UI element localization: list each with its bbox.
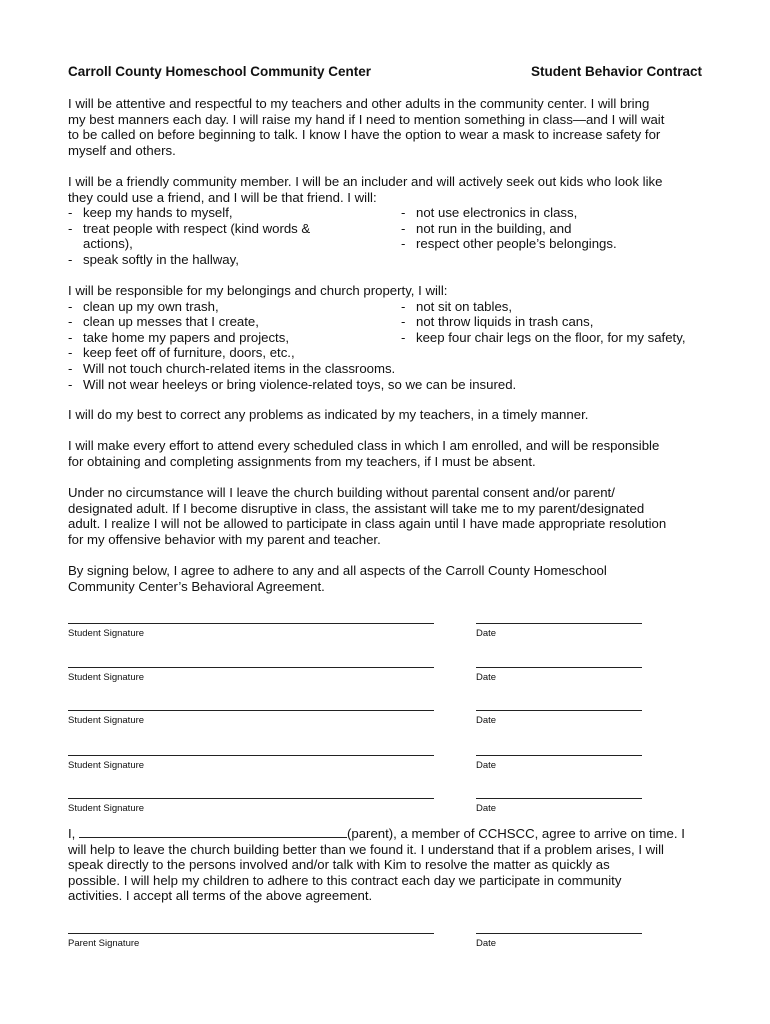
date-line[interactable]: [476, 613, 642, 624]
text-line: will help to leave the church building better than we found it. I understand that if a problem arises, I will: [68, 841, 664, 857]
signature-line[interactable]: [68, 788, 434, 799]
list-item: not sit on tables,: [416, 298, 513, 314]
bullet-dash: -: [401, 314, 406, 330]
student-signature-block: [68, 613, 708, 643]
list-row: [68, 205, 708, 221]
list-item: keep four chair legs on the floor, for my safety,: [416, 329, 686, 345]
text-line: adult. I realize I will not be allowed to participate in class again until I have made appropriate resolution: [68, 516, 667, 532]
text-line: they could use a friend, and I will be that friend. I will:: [68, 189, 377, 205]
bullet-dash: -: [68, 329, 73, 345]
list-row: [68, 299, 708, 315]
text-line: I will do my best to correct any problems as indicated by my teachers, in a timely manner.: [68, 407, 589, 422]
date-label: Date: [476, 760, 497, 771]
text-line: Community Center’s Behavioral Agreement.: [68, 578, 325, 594]
bullet-dash: -: [68, 360, 73, 376]
list-item: Will not touch church-related items in the classrooms.: [83, 360, 396, 376]
text-line: speak directly to the persons involved and/or talk with Kim to resolve the matter as quickly as: [68, 857, 610, 873]
parent-signature-block: [68, 923, 708, 953]
text-line: I will be attentive and respectful to my teachers and other adults in the community center. I will bring: [68, 96, 650, 111]
text-fragment: (parent), a member of CCHSCC, agree to arrive on time. I: [347, 826, 685, 841]
list-item: Will not wear heeleys or bring violence-related toys, so we can be insured.: [83, 376, 517, 392]
paragraph-building: [68, 485, 708, 547]
text-line: Under no circumstance will I leave the church building without parental consent and/or parent/: [68, 485, 615, 500]
text-line: possible. I will help my children to adhere to this contract each day we participate in community: [68, 872, 622, 888]
signature-label: Student Signature: [68, 628, 145, 639]
list-item: respect other people’s belongings.: [416, 236, 617, 252]
signature-label: Parent Signature: [68, 938, 140, 949]
list-item: keep feet off of furniture, doors, etc.,: [83, 345, 295, 361]
student-signature-block: [68, 745, 708, 775]
text-line: activities. I accept all terms of the above agreement.: [68, 888, 373, 904]
signature-label: Student Signature: [68, 715, 145, 726]
bullet-dash: -: [401, 220, 406, 236]
list-row: [68, 361, 708, 377]
date-line[interactable]: [476, 700, 642, 711]
list-item: keep my hands to myself,: [83, 205, 233, 221]
date-label: Date: [476, 938, 497, 949]
student-signature-block: [68, 657, 708, 687]
text-line: for obtaining and completing assignments from my teachers, if I must be absent.: [68, 453, 536, 469]
list-item: speak softly in the hallway,: [83, 251, 239, 267]
signature-line[interactable]: [68, 657, 434, 668]
student-signature-block: [68, 788, 708, 818]
date-line[interactable]: [476, 745, 642, 756]
organization-name: Carroll County Homeschool Community Center: [68, 64, 372, 79]
parent-name-line[interactable]: [79, 826, 347, 838]
date-label: Date: [476, 803, 497, 814]
text-line: for my offensive behavior with my parent and teacher.: [68, 531, 381, 547]
signature-label: Student Signature: [68, 803, 145, 814]
bullet-dash: -: [401, 329, 406, 345]
text-line: to be called on before beginning to talk. I know I have the option to wear a mask to increase safety for: [68, 127, 661, 143]
paragraph-parent: [68, 826, 708, 904]
student-signature-block: [68, 700, 708, 730]
paragraph-respect: [68, 96, 708, 158]
list-row: [68, 236, 708, 252]
bullet-dash: -: [401, 205, 406, 221]
signature-label: Student Signature: [68, 760, 145, 771]
text-line: my best manners each day. I will raise my hand if I need to mention something in class—and I will wait: [68, 111, 665, 127]
list-row: [68, 345, 708, 361]
bullet-dash: -: [68, 220, 73, 236]
list-item: clean up my own trash,: [83, 298, 219, 314]
list-row: [68, 330, 708, 346]
paragraph-friendly: [68, 174, 708, 268]
date-line[interactable]: [476, 923, 642, 934]
date-label: Date: [476, 628, 497, 639]
paragraph-correct-problems: [68, 407, 708, 423]
document-title: Student Behavior Contract: [530, 64, 702, 79]
signature-label: Student Signature: [68, 672, 145, 683]
date-label: Date: [476, 672, 497, 683]
signature-line[interactable]: [68, 923, 434, 934]
bullet-dash: -: [68, 345, 73, 361]
list-item: treat people with respect (kind words &: [83, 220, 311, 236]
signature-line[interactable]: [68, 745, 434, 756]
paragraph-agreement: [68, 563, 708, 594]
date-line[interactable]: [476, 788, 642, 799]
text-line: myself and others.: [68, 142, 176, 158]
document-header: [68, 64, 702, 79]
list-item: not throw liquids in trash cans,: [416, 314, 594, 330]
list-item: not use electronics in class,: [416, 205, 578, 221]
text-line: I will be a friendly community member. I will be an includer and will actively seek out kids who look like: [68, 174, 663, 189]
list-item: take home my papers and projects,: [83, 329, 289, 345]
text-line: [68, 826, 708, 842]
bullet-dash: -: [68, 251, 73, 267]
text-line: I will make every effort to attend every scheduled class in which I am enrolled, and will be responsible: [68, 438, 660, 453]
list-row: [68, 252, 708, 268]
text-line: designated adult. If I become disruptive in class, the assistant will take me to my parent/designated: [68, 500, 645, 516]
signature-line[interactable]: [68, 700, 434, 711]
bullet-dash: -: [68, 376, 73, 392]
date-label: Date: [476, 715, 497, 726]
date-line[interactable]: [476, 657, 642, 668]
list-item: not run in the building, and: [416, 220, 572, 236]
bullet-dash: -: [68, 298, 73, 314]
text-fragment: I,: [68, 826, 76, 841]
list-row: [68, 314, 708, 330]
paragraph-attendance: [68, 438, 708, 469]
list-row: [68, 221, 708, 237]
bullet-dash: -: [401, 236, 406, 252]
text-line: By signing below, I agree to adhere to any and all aspects of the Carroll County Homeschool: [68, 563, 607, 578]
signature-line[interactable]: [68, 613, 434, 624]
paragraph-responsible: [68, 283, 708, 392]
text-line: I will be responsible for my belongings and church property, I will:: [68, 283, 448, 298]
bullet-dash: -: [401, 298, 406, 314]
list-item: clean up messes that I create,: [83, 314, 259, 330]
list-item: actions),: [83, 236, 133, 252]
bullet-dash: -: [68, 205, 73, 221]
list-row: [68, 377, 708, 393]
bullet-dash: -: [68, 314, 73, 330]
